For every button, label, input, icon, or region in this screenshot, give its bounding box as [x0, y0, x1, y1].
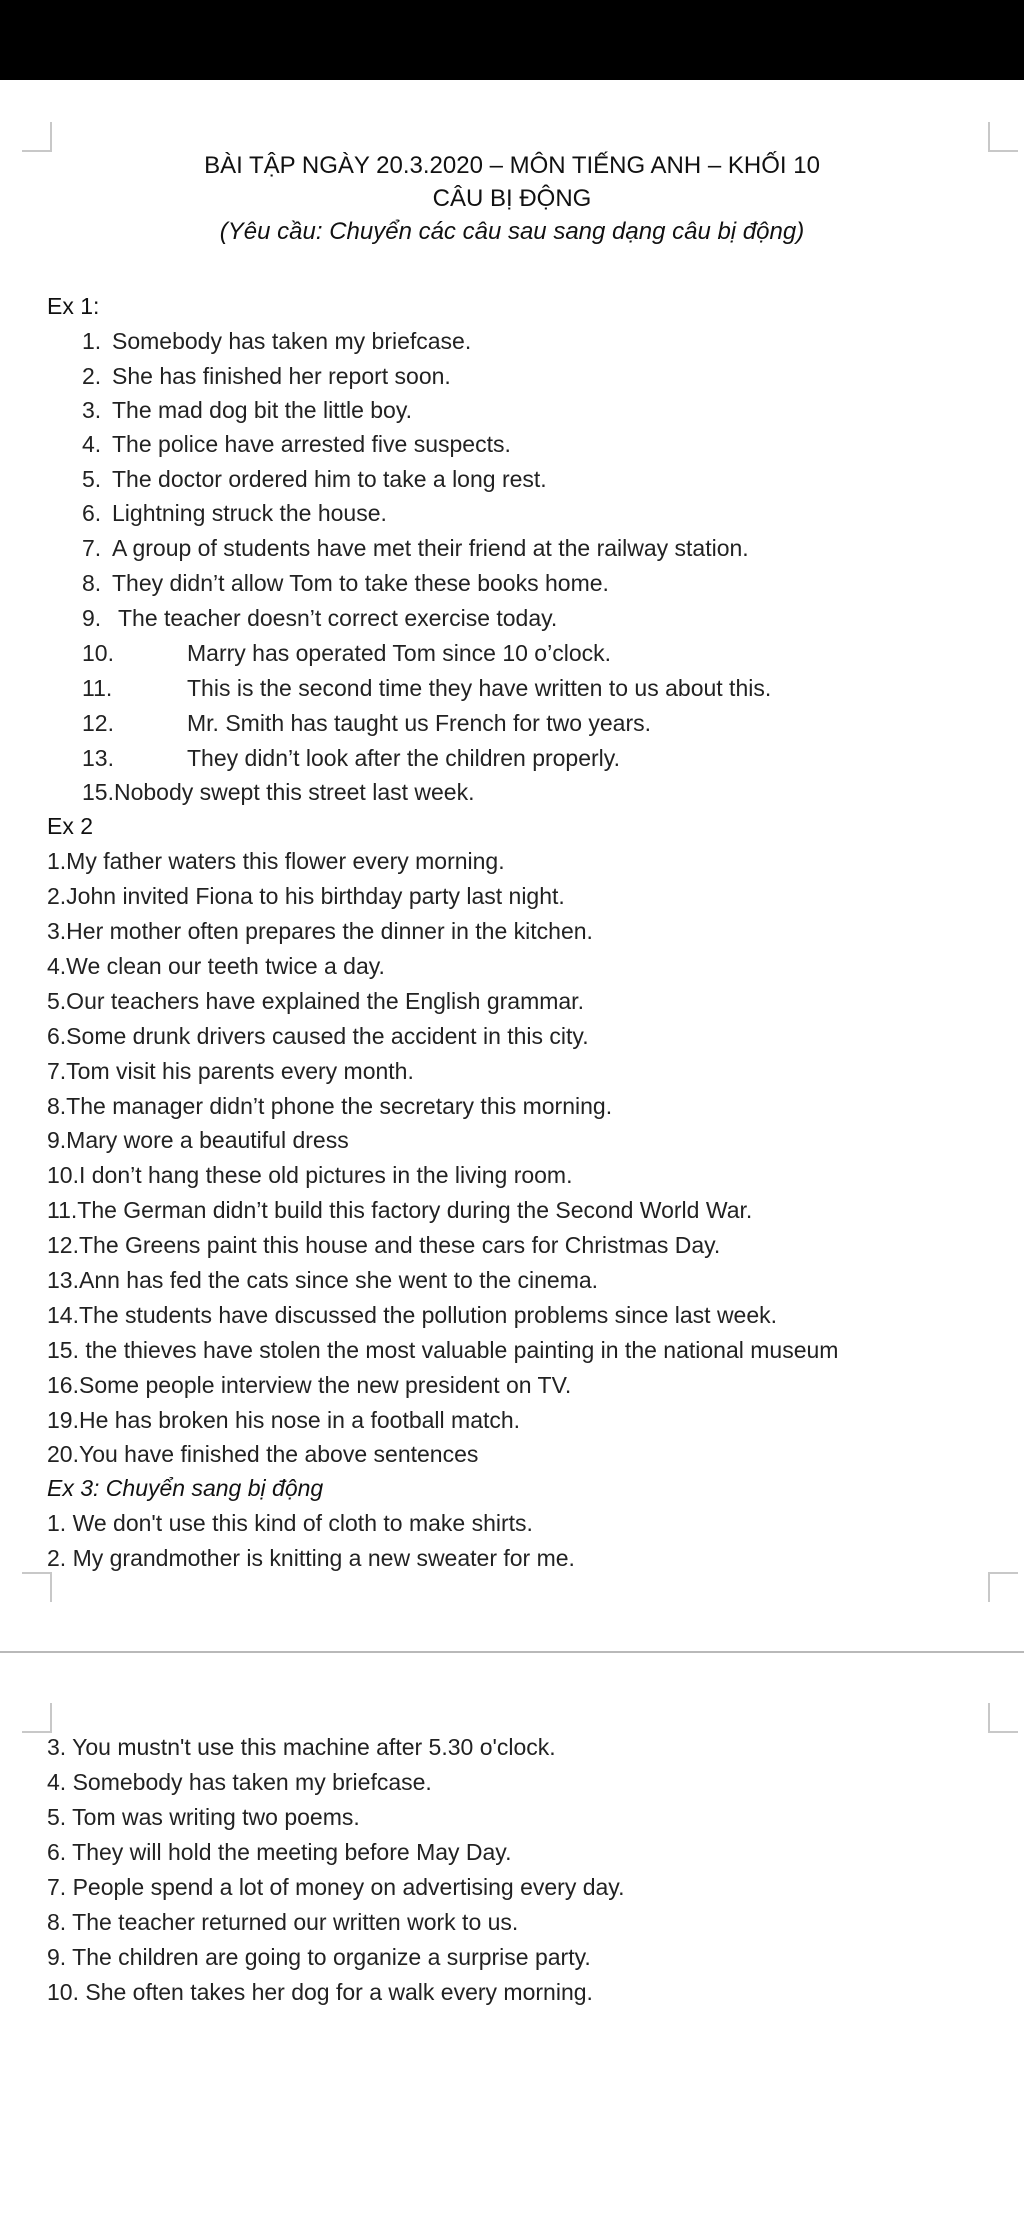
ex2-item: 7.Tom visit his parents every month. [47, 1058, 414, 1084]
ex3-item: 8. The teacher returned our written work to us. [47, 1909, 519, 1935]
ex3-item: 6. They will hold the meeting before May Day. [47, 1839, 512, 1865]
ex2-item: 9.Mary wore a beautiful dress [47, 1127, 349, 1153]
page-corner-mark [988, 1703, 1018, 1733]
document-subtitle: CÂU BỊ ĐỘNG [432, 185, 592, 212]
ex2-item: 10.I don’t hang these old pictures in the living room. [47, 1162, 573, 1188]
page-corner-mark [22, 122, 52, 152]
page-separator [0, 1651, 1024, 1653]
page-corner-mark [988, 1572, 1018, 1602]
document-instruction: (Yêu cầu: Chuyển các câu sau sang dạng câu bị động) [219, 218, 805, 245]
ex2-item: 13.Ann has fed the cats since she went to the cinema. [47, 1267, 599, 1293]
ex1-heading: Ex 1: [47, 293, 100, 319]
ex2-item: 4.We clean our teeth twice a day. [47, 953, 385, 979]
ex2-item: 6.Some drunk drivers caused the accident in this city. [47, 1023, 589, 1049]
ex2-item: 15. the thieves have stolen the most valuable painting in the national museum [47, 1337, 839, 1363]
ex1-item: 5. The doctor ordered him to take a long rest. [82, 466, 547, 492]
document-page-2 [0, 1655, 1024, 2217]
ex1-item: 10. Marry has operated Tom since 10 o’clock. [82, 640, 611, 666]
ex2-item: 19.He has broken his nose in a football match. [47, 1407, 521, 1433]
ex1-item: 13. They didn’t look after the children properly. [82, 745, 620, 771]
top-black-bar [0, 0, 1024, 80]
ex2-item: 11.The German didn’t build this factory during the Second World War. [47, 1197, 753, 1223]
ex2-item: 5.Our teachers have explained the English grammar. [47, 988, 584, 1014]
ex3-item: 7. People spend a lot of money on advertising every day. [47, 1874, 625, 1900]
ex1-item: 8. They didn’t allow Tom to take these books home. [82, 570, 609, 596]
ex2-heading: Ex 2 [47, 813, 94, 839]
ex2-item: 3.Her mother often prepares the dinner in the kitchen. [47, 918, 593, 944]
ex1-item: 7. A group of students have met their friend at the railway station. [82, 535, 749, 561]
page-corner-mark [988, 122, 1018, 152]
ex3-item: 2. My grandmother is knitting a new sweater for me. [47, 1545, 575, 1571]
ex1-item: 1. Somebody has taken my briefcase. [82, 328, 472, 354]
page-corner-mark [22, 1572, 52, 1602]
ex1-item: 11. This is the second time they have written to us about this. [82, 675, 772, 701]
ex3-item: 10. She often takes her dog for a walk every morning. [47, 1979, 593, 2005]
ex3-item: 1. We don't use this kind of cloth to make shirts. [47, 1510, 533, 1536]
ex2-item: 16.Some people interview the new president on TV. [47, 1372, 572, 1398]
ex3-heading: Ex 3: Chuyển sang bị động [47, 1475, 324, 1501]
ex2-item: 8.The manager didn’t phone the secretary this morning. [47, 1093, 613, 1119]
ex3-item: 4. Somebody has taken my briefcase. [47, 1769, 432, 1795]
ex3-item: 3. You mustn't use this machine after 5.30 o'clock. [47, 1734, 556, 1760]
document-title: BÀI TẬP NGÀY 20.3.2020 – MÔN TIẾNG ANH – KHỐI 10 [204, 152, 820, 179]
ex1-item: 2. She has finished her report soon. [82, 363, 451, 389]
ex1-item: 15.Nobody swept this street last week. [82, 779, 475, 805]
ex3-item: 5. Tom was writing two poems. [47, 1804, 360, 1830]
ex2-item: 1.My father waters this flower every morning. [47, 848, 505, 874]
ex1-item: 3. The mad dog bit the little boy. [82, 397, 413, 423]
ex1-item: 4. The police have arrested five suspects. [82, 431, 511, 457]
document-page-1 [0, 80, 1024, 1653]
ex1-item: 12. Mr. Smith has taught us French for two years. [82, 710, 652, 736]
ex2-item: 20.You have finished the above sentences [47, 1441, 479, 1467]
ex3-item: 9. The children are going to organize a surprise party. [47, 1944, 591, 1970]
ex1-item: 9. The teacher doesn’t correct exercise today. [82, 605, 558, 631]
page-corner-mark [22, 1703, 52, 1733]
ex2-item: 14.The students have discussed the pollution problems since last week. [47, 1302, 778, 1328]
ex2-item: 2.John invited Fiona to his birthday party last night. [47, 883, 565, 909]
ex2-item: 12.The Greens paint this house and these cars for Christmas Day. [47, 1232, 721, 1258]
ex1-item: 6. Lightning struck the house. [82, 500, 387, 526]
